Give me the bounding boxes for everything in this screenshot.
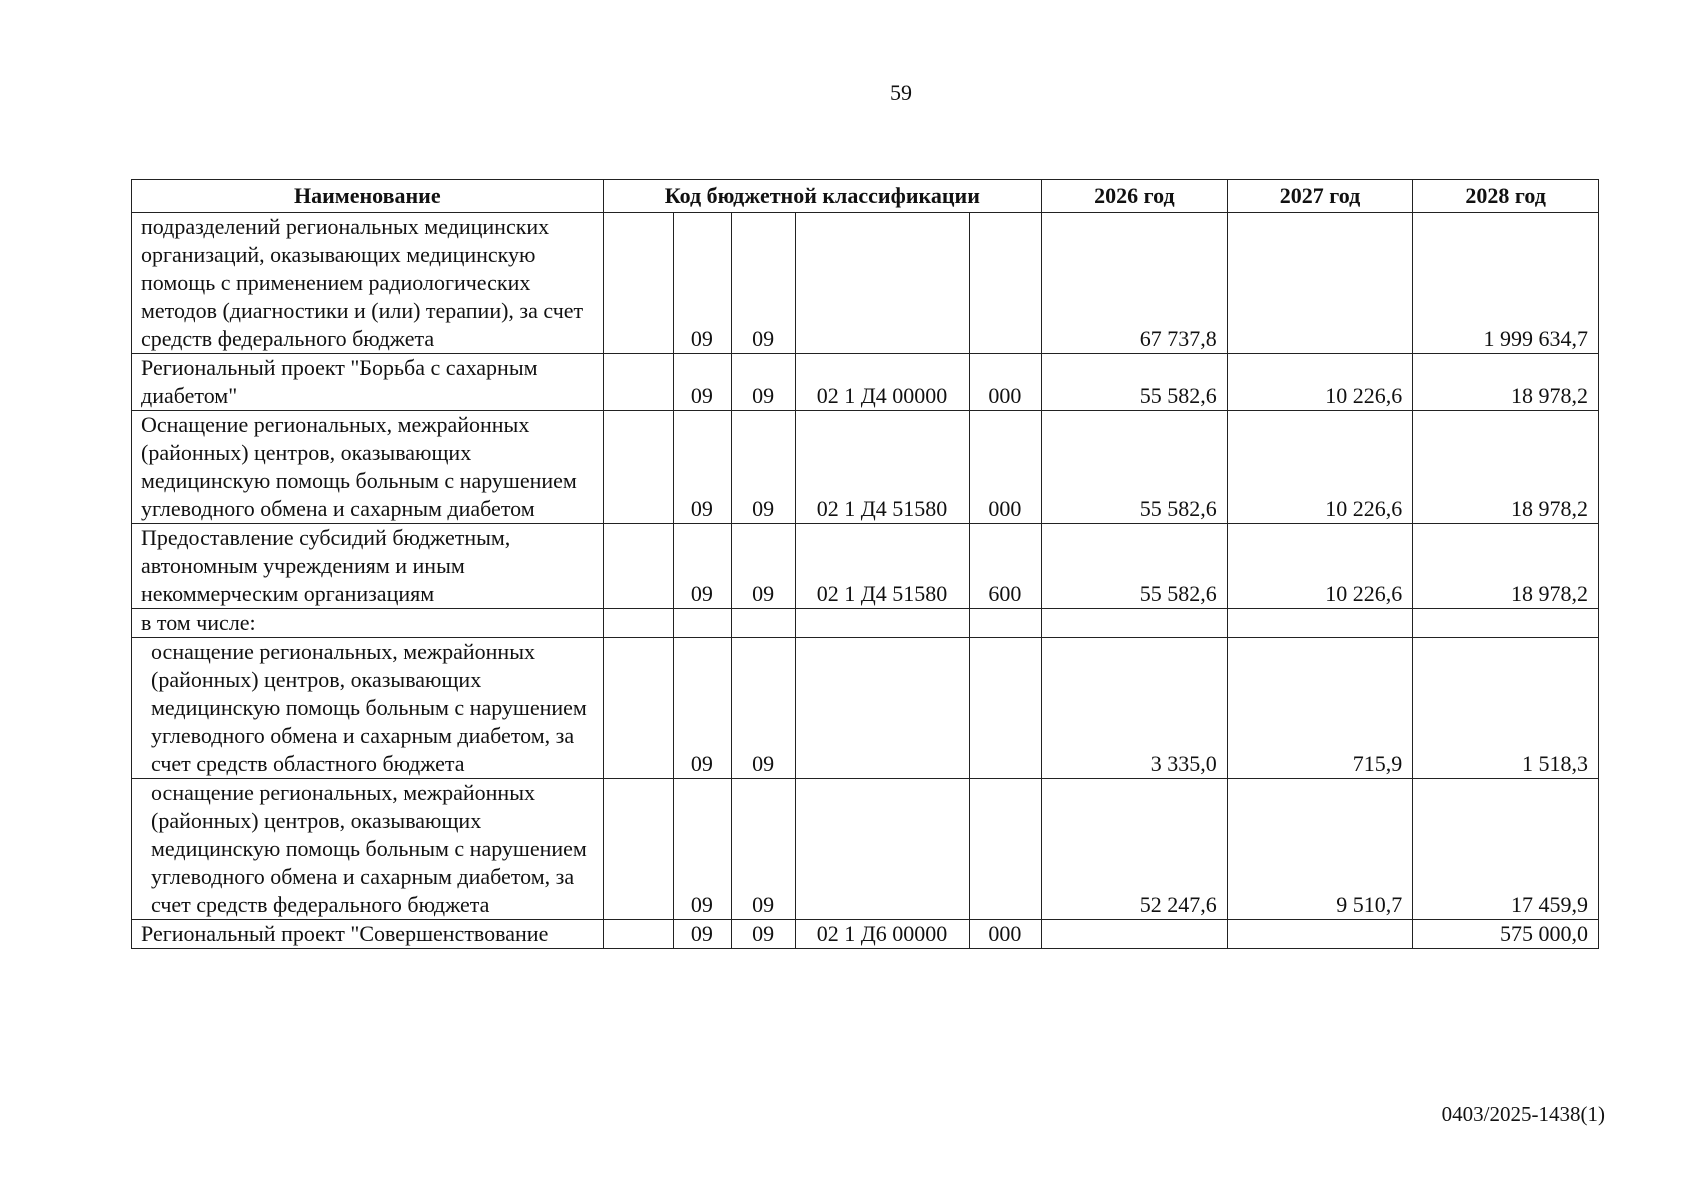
row-subsection-code: 09 <box>732 638 796 779</box>
row-expense-type-code <box>969 638 1041 779</box>
row-target-code <box>796 609 970 638</box>
row-name-text: оснащение региональных, межрайонных (районных) центров, оказывающих медицинскую помощь больным с нарушением углеводного обмена и сахарным диабетом, за счет средств областного бюджета <box>151 639 587 776</box>
row-value-2028: 1 518,3 <box>1413 638 1599 779</box>
row-subsection-code: 09 <box>732 411 796 524</box>
blank-code-cell <box>603 779 673 920</box>
row-value-2026: 55 582,6 <box>1042 354 1228 411</box>
row-section-code: 09 <box>673 213 731 354</box>
row-value-2026: 67 737,8 <box>1042 213 1228 354</box>
row-target-code: 02 1 Д4 51580 <box>796 411 970 524</box>
blank-code-cell <box>603 609 673 638</box>
row-value-2028: 18 978,2 <box>1413 524 1599 609</box>
row-section-code: 09 <box>673 411 731 524</box>
row-name: Предоставление субсидий бюджетным, автономным учреждениям и иным некоммерческим организациям <box>132 524 604 609</box>
row-value-2028: 575 000,0 <box>1413 920 1599 949</box>
row-value-2026 <box>1042 920 1228 949</box>
row-name-text: оснащение региональных, межрайонных (районных) центров, оказывающих медицинскую помощь больным с нарушением углеводного обмена и сахарным диабетом, за счет средств федерального бюджета <box>151 780 587 917</box>
row-name: в том числе: <box>132 609 604 638</box>
row-name <box>132 638 604 779</box>
row-subsection-code: 09 <box>732 354 796 411</box>
row-value-2028: 18 978,2 <box>1413 411 1599 524</box>
table-row <box>132 213 1599 354</box>
row-value-2026: 52 247,6 <box>1042 779 1228 920</box>
row-name <box>132 779 604 920</box>
row-value-2026: 55 582,6 <box>1042 524 1228 609</box>
row-section-code: 09 <box>673 354 731 411</box>
row-value-2027 <box>1227 213 1413 354</box>
header-code: Код бюджетной классификации <box>603 180 1042 213</box>
row-section-code: 09 <box>673 779 731 920</box>
row-value-2027: 10 226,6 <box>1227 354 1413 411</box>
row-value-2028 <box>1413 609 1599 638</box>
row-target-code <box>796 638 970 779</box>
row-section-code: 09 <box>673 638 731 779</box>
header-year-2028: 2028 год <box>1413 180 1599 213</box>
row-name: Региональный проект "Совершенствование <box>132 920 604 949</box>
blank-code-cell <box>603 354 673 411</box>
blank-code-cell <box>603 920 673 949</box>
header-name: Наименование <box>132 180 604 213</box>
table-row <box>132 524 1599 609</box>
row-expense-type-code: 000 <box>969 411 1041 524</box>
table-row <box>132 779 1599 920</box>
row-value-2027 <box>1227 920 1413 949</box>
table-row <box>132 354 1599 411</box>
row-subsection-code: 09 <box>732 524 796 609</box>
row-target-code: 02 1 Д4 51580 <box>796 524 970 609</box>
row-value-2027: 9 510,7 <box>1227 779 1413 920</box>
row-subsection-code: 09 <box>732 920 796 949</box>
row-expense-type-code <box>969 779 1041 920</box>
row-value-2027: 10 226,6 <box>1227 524 1413 609</box>
row-expense-type-code: 000 <box>969 354 1041 411</box>
row-expense-type-code <box>969 213 1041 354</box>
row-target-code <box>796 213 970 354</box>
row-value-2026 <box>1042 609 1228 638</box>
row-name: Оснащение региональных, межрайонных (районных) центров, оказывающих медицинскую помощь больным с нарушением углеводного обмена и сахарным диабетом <box>132 411 604 524</box>
row-target-code: 02 1 Д6 00000 <box>796 920 970 949</box>
row-subsection-code: 09 <box>732 779 796 920</box>
row-value-2028: 17 459,9 <box>1413 779 1599 920</box>
row-name: Региональный проект "Борьба с сахарным диабетом" <box>132 354 604 411</box>
row-value-2026: 55 582,6 <box>1042 411 1228 524</box>
row-expense-type-code: 600 <box>969 524 1041 609</box>
blank-code-cell <box>603 411 673 524</box>
row-name: подразделений региональных медицинских организаций, оказывающих медицинскую помощь с применением радиологических методов (диагностики и (или) терапии), за счет средств федерального бюджета <box>132 213 604 354</box>
blank-code-cell <box>603 638 673 779</box>
row-section-code: 09 <box>673 524 731 609</box>
row-section-code <box>673 609 731 638</box>
row-section-code: 09 <box>673 920 731 949</box>
row-value-2026: 3 335,0 <box>1042 638 1228 779</box>
header-row <box>132 180 1599 213</box>
row-value-2027: 715,9 <box>1227 638 1413 779</box>
header-year-2026: 2026 год <box>1042 180 1228 213</box>
blank-code-cell <box>603 213 673 354</box>
row-value-2028: 18 978,2 <box>1413 354 1599 411</box>
row-subsection-code: 09 <box>732 213 796 354</box>
page-number: 59 <box>890 80 912 105</box>
row-target-code: 02 1 Д4 00000 <box>796 354 970 411</box>
row-value-2027 <box>1227 609 1413 638</box>
row-value-2028: 1 999 634,7 <box>1413 213 1599 354</box>
table-row <box>132 411 1599 524</box>
header-year-2027: 2027 год <box>1227 180 1413 213</box>
row-expense-type-code: 000 <box>969 920 1041 949</box>
row-subsection-code <box>732 609 796 638</box>
row-target-code <box>796 779 970 920</box>
budget-table <box>131 179 1599 949</box>
row-value-2027: 10 226,6 <box>1227 411 1413 524</box>
table-row <box>132 920 1599 949</box>
table-row <box>132 609 1599 638</box>
table-row <box>132 638 1599 779</box>
row-expense-type-code <box>969 609 1041 638</box>
document-code: 0403/2025-1438(1) <box>1441 1102 1605 1126</box>
blank-code-cell <box>603 524 673 609</box>
